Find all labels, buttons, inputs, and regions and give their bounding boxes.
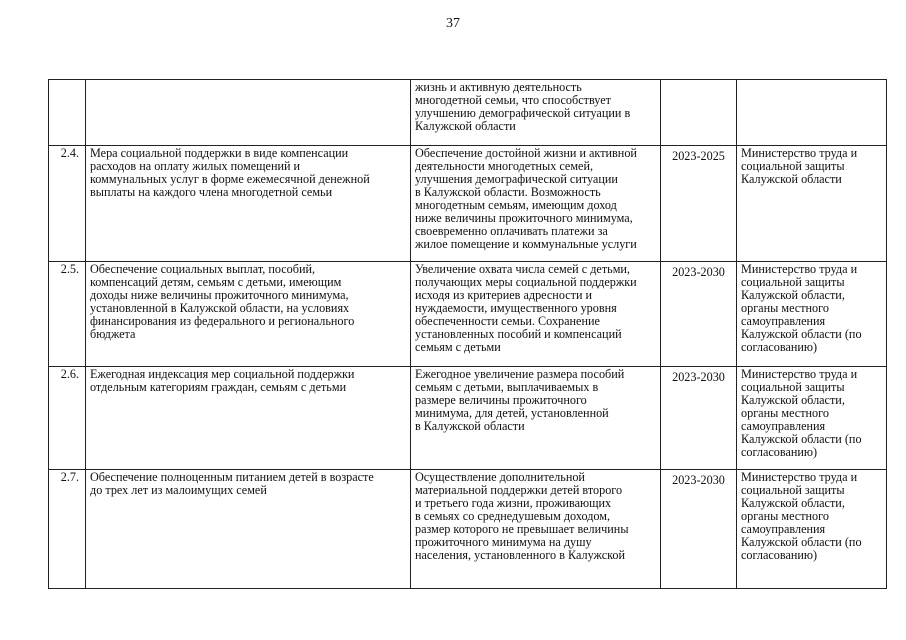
result-cell: Осуществление дополнительной материальной поддержки детей второго и третьего года жизни, проживающих в семьях со среднедушевым доходом, размер которого не превышает величины прожиточного минимума на душу населения, установленного в Калужской bbox=[411, 470, 661, 589]
table-row bbox=[49, 262, 887, 367]
term-cell: 2023-2030 bbox=[661, 367, 737, 470]
row-number: 2.7. bbox=[49, 470, 86, 589]
row-number bbox=[49, 80, 86, 146]
responsible-cell: Министерство труда и социальной защиты Калужской области, органы местного самоуправления Калужской области (по согласованию) bbox=[737, 367, 887, 470]
measures-table bbox=[48, 79, 887, 589]
responsible-cell: Министерство труда и социальной защиты Калужской области, органы местного самоуправления Калужской области (по согласованию) bbox=[737, 262, 887, 367]
term-cell: 2023-2030 bbox=[661, 470, 737, 589]
table-row bbox=[49, 367, 887, 470]
result-cell: Увеличение охвата числа семей с детьми, получающих меры социальной поддержки исходя из критериев адресности и нуждаемости, имущественного уровня обеспеченности семьи. Сохранение установленных пособий и компенсаций семьям с детьми bbox=[411, 262, 661, 367]
measure-cell bbox=[86, 80, 411, 146]
table-row bbox=[49, 80, 887, 146]
row-number: 2.5. bbox=[49, 262, 86, 367]
row-number: 2.6. bbox=[49, 367, 86, 470]
result-cell: Обеспечение достойной жизни и активной деятельности многодетных семей, улучшения демографической ситуации в Калужской области. Возможность многодетным семьям, имеющим доход ниже величины прожиточного минимума, своевременно оплачивать платежи за жилое помещение и коммунальные услуги bbox=[411, 146, 661, 262]
result-cell: Ежегодное увеличение размера пособий семьям с детьми, выплачиваемых в размере величины прожиточного минимума, для детей, установленной в Калужской области bbox=[411, 367, 661, 470]
table-row bbox=[49, 146, 887, 262]
row-number: 2.4. bbox=[49, 146, 86, 262]
measure-cell: Мера социальной поддержки в виде компенсации расходов на оплату жилых помещений и коммунальных услуг в форме ежемесячной денежной выплаты на каждого члена многодетной семьи bbox=[86, 146, 411, 262]
term-cell bbox=[661, 80, 737, 146]
responsible-cell: Министерство труда и социальной защиты Калужской области, органы местного самоуправления Калужской области (по согласованию) bbox=[737, 470, 887, 589]
measure-cell: Ежегодная индексация мер социальной поддержки отдельным категориям граждан, семьям с детьми bbox=[86, 367, 411, 470]
measure-cell: Обеспечение социальных выплат, пособий, компенсаций детям, семьям с детьми, имеющим доходы ниже величины прожиточного минимума, установленной в Калужской области, на условиях финансирования из федерального и регионального бюджета bbox=[86, 262, 411, 367]
page-number: 37 bbox=[446, 16, 460, 31]
result-cell: жизнь и активную деятельность многодетной семьи, что способствует улучшению демографической ситуации в Калужской области bbox=[411, 80, 661, 146]
responsible-cell: Министерство труда и социальной защиты Калужской области bbox=[737, 146, 887, 262]
table-row bbox=[49, 470, 887, 589]
term-cell: 2023-2025 bbox=[661, 146, 737, 262]
responsible-cell bbox=[737, 80, 887, 146]
term-cell: 2023-2030 bbox=[661, 262, 737, 367]
measure-cell: Обеспечение полноценным питанием детей в возрасте до трех лет из малоимущих семей bbox=[86, 470, 411, 589]
